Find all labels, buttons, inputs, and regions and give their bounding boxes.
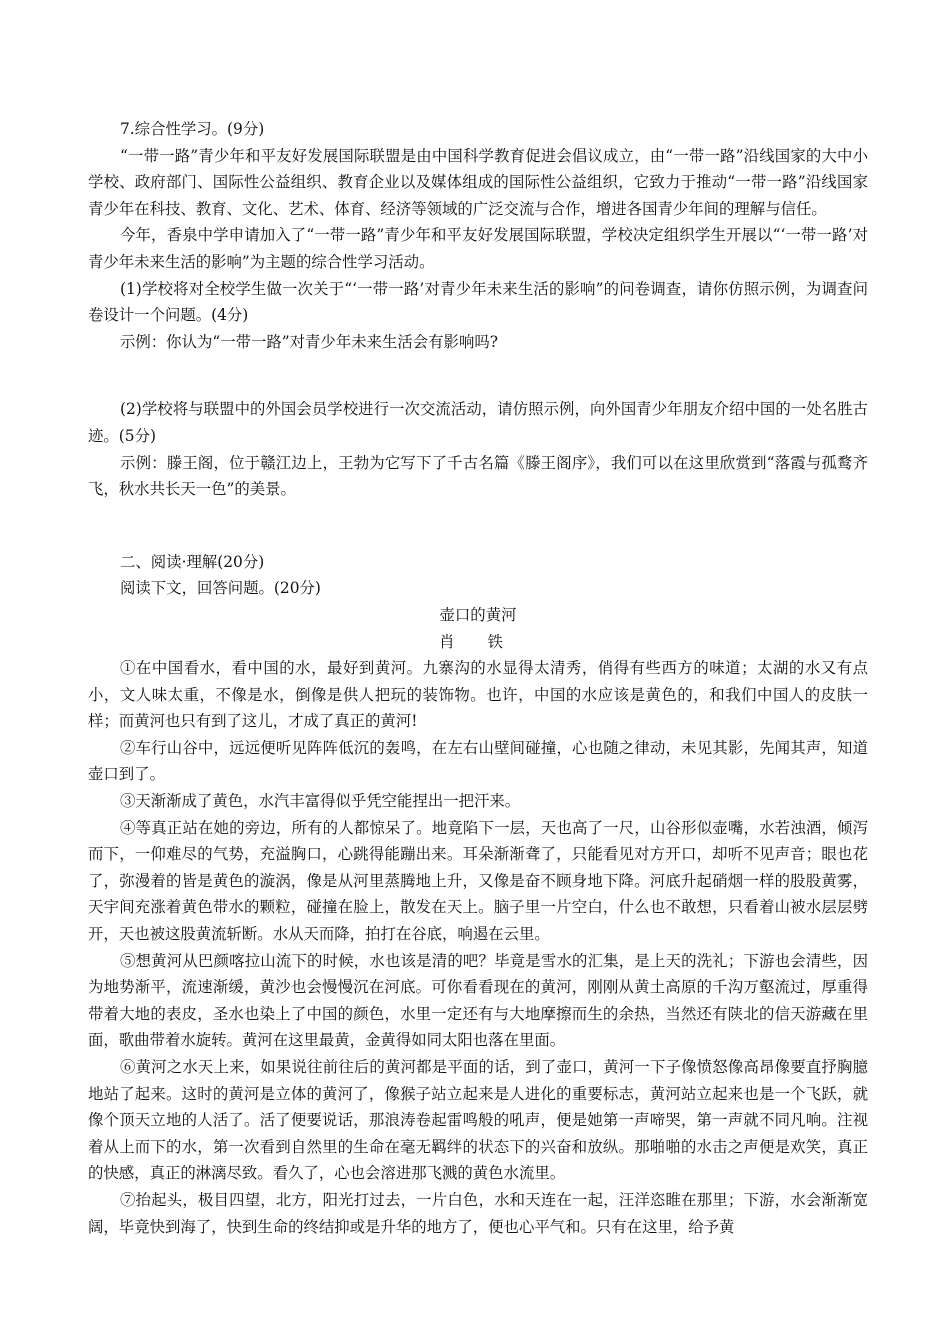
q7-example-1: 示例：你认为“一带一路”对青少年未来生活会有影响吗?	[120, 332, 498, 351]
q7-example-2: 示例：滕王阁，位于赣江边上，王勃为它写下了千古名篇《滕王阁序》，我们可以在这里欣赏到“落霞与孤鹜齐飞，秋水共长天一色”的美景。	[88, 453, 868, 499]
answer-space-1	[88, 355, 868, 396]
article-paragraph: ⑦抬起头，极目四望，北方，阳光打过去，一片白色，水和天连在一起，汪洋恣睢在那里；下游，水会渐渐宽阔，毕竟快到海了，快到生命的终结抑或是升华的地方了，便也心平气和。只有在这里，给予黄	[88, 1190, 868, 1236]
article-author: 肖 铁	[439, 632, 517, 651]
q7-intro-paragraph-1: “一带一路”青少年和平友好发展国际联盟是由中国科学教育促进会倡议成立，由“一带一路”沿线国家的大中小学校、政府部门、国际性公益组织、教育企业以及媒体组成的国际性公益组织，它致力于推动“一带一路”沿线国家青少年在科技、教育、文化、艺术、体育、经济等领域的广泛交流与合作，增进各国青少年间的理解与信任。	[88, 146, 868, 218]
article-title: 壶口的黄河	[439, 605, 517, 624]
q7-subquestion-2: (2)学校将与联盟中的外国会员学校进行一次交流活动，请仿照示例，向外国青少年朋友介绍中国的一处名胜古迹。(5分)	[88, 400, 868, 445]
q7-intro-paragraph-2: 今年，香泉中学申请加入了“一带一路”青少年和平友好发展国际联盟，学校决定组织学生开展以“‘一带一路’对青少年未来生活的影响”为主题的综合性学习活动。	[88, 226, 868, 271]
question-7-heading: 7.综合性学习。(9分)	[120, 120, 265, 138]
article-paragraph: ②车行山谷中，远远便听见阵阵低沉的轰鸣，在左右山壁间碰撞，心也随之律动，未见其影，先闻其声，知道壶口到了。	[88, 738, 868, 784]
article-paragraph: ⑥黄河之水天上来，如果说往前往后的黄河都是平面的话，到了壶口，黄河一下子像愤怒像高昂像要直抒胸臆地站了起来。这时的黄河是立体的黄河了，像猴子站立起来是人进化的重要标志，黄河站立起来也是一个飞跃，就像个顶天立地的人活了。活了便要说话，那浪涛卷起雷鸣般的吼声，便是她第一声啼哭，第一声就不同凡响。注视着从上而下的水，第一次看到自然里的生命在毫无羁绊的状态下的兴奋和放纵。那啪啪的水击之声便是欢笑，真正的快感，真正的淋漓尽致。看久了，心也会溶进那飞溅的黄色水流里。	[88, 1058, 868, 1183]
document-page	[88, 116, 868, 1240]
article-paragraph: ④等真正站在她的旁边，所有的人都惊呆了。地竟陷下一层，天也高了一尺，山谷形似壶嘴，水若浊酒，倾泻而下，一仰难尽的气势，充溢胸口，心跳得能蹦出来。耳朵渐渐聋了，只能看见对方开口，却听不见声音；眼也花了，弥漫着的皆是黄色的漩涡，像是从河里蒸腾地上升，又像是奋不顾身地下降。河底升起硝烟一样的股股黄雾，天宇间充涨着黄色带水的颗粒，碰撞在脸上，散发在天上。脑子里一片空白，什么也不敢想，只看着山被水层层劈开，天也被这股黄流斩断。水从天而降，拍打在谷底，响遏在云里。	[88, 818, 868, 944]
section-2-heading: 二、阅读·理解(20分)	[120, 552, 265, 571]
q7-subquestion-1: (1)学校将对全校学生做一次关于“‘一带一路’对青少年未来生活的影响”的问卷调查，请你仿照示例，为调查问卷设计一个问题。(4分)	[88, 279, 868, 325]
answer-space-2	[88, 503, 868, 549]
section-2-instruction: 阅读下文，回答问题。(20分)	[120, 579, 321, 598]
article-paragraph: ③天渐渐成了黄色，水汽丰富得似乎凭空能捏出一把汗来。	[120, 792, 521, 811]
article-paragraph: ①在中国看水，看中国的水，最好到黄河。九寨沟的水显得太清秀，俏得有些西方的味道；太湖的水又有点小，文人味太重，不像是水，倒像是供人把玩的装饰物。也许，中国的水应该是黄色的，和我们中国人的皮肤一样；而黄河也只有到了这儿，才成了真正的黄河!	[88, 659, 868, 731]
article-paragraph: ⑤想黄河从巴颜喀拉山流下的时候，水也该是清的吧？毕竟是雪水的汇集，是上天的洗礼；下游也会清些，因为地势渐平，流速渐缓，黄沙也会慢慢沉在河底。可你看看现在的黄河，刚刚从黄土高原的千沟万壑流过，厚重得带着大地的表皮，圣水也染上了中国的颜色，水里一定还有与大地摩擦而生的余热，当然还有陕北的信天游藏在里面，歌曲带着水旋转。黄河在这里最黄，金黄得如同太阳也落在里面。	[88, 951, 868, 1050]
